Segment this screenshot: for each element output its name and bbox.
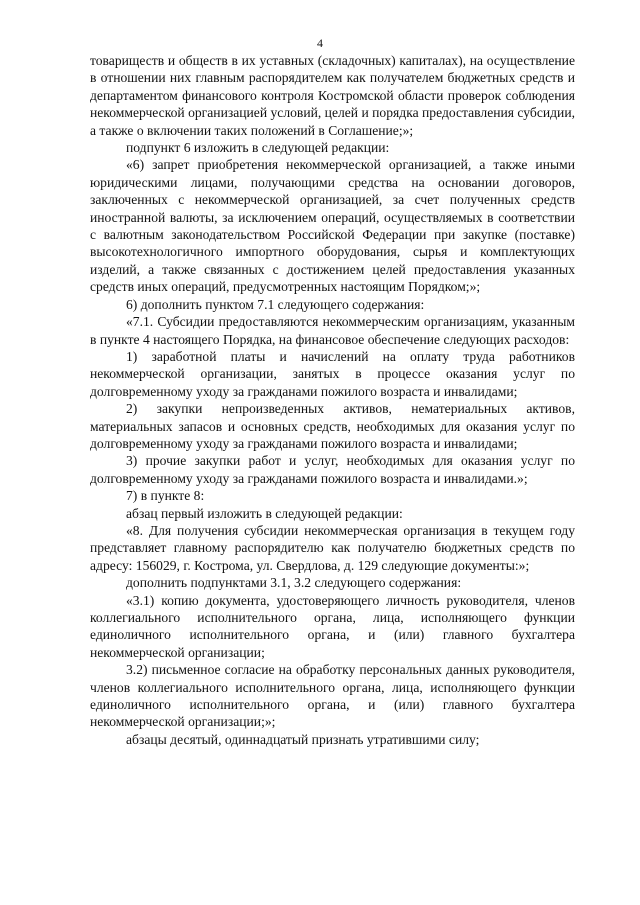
list-item: 2) закупки непроизведенных активов, нематериальных активов, материальных запасов и основных средств, необходимых для оказания услуг по долговременному уходу за гражданами пожилого возраста и инвалидами; [90, 401, 575, 451]
paragraph: товариществ и обществ в их уставных (складочных) капиталах), на осуществление в отношении них главным распорядителем как получателем бюджетных средств и департаментом финансового контроля Костромской области проверок соблюдения некоммерческой организацией условий, целей и порядка предоставления субсидии, а также о включении таких положений в Соглашение;»; [90, 53, 575, 138]
paragraph: «6) запрет приобретения некоммерческой организацией, а также иными юридическими лицами, получающими средства на основании договоров, заключенных с некоммерческой организацией, за счет полученных средств иностранной валюты, за исключением операций, осуществляемых в соответствии с валютным законодательством Российской Федерации при закупке (поставке) высокотехнологичного импортного оборудования, сырья и комплектующих изделий, а также связанных с достижением целей предоставления указанных средств иных операций, предусмотренных настоящим Порядком;»; [90, 157, 575, 295]
paragraph: абзац первый изложить в следующей редакции: [126, 505, 403, 521]
paragraph: дополнить подпунктами 3.1, 3.2 следующего содержания: [126, 575, 462, 591]
page-number: 4 [317, 36, 323, 50]
document-body [90, 52, 575, 748]
paragraph: подпункт 6 изложить в следующей редакции: [126, 140, 390, 156]
paragraph: 7) в пункте 8: [126, 488, 205, 504]
list-item: 1) заработной платы и начислений на оплату труда работников некоммерческой организации, занятых в процессе оказания услуг по долговременному уходу за гражданами пожилого возраста и инвалидами; [90, 348, 575, 399]
list-item: 3) прочие закупки работ и услуг, необходимых для оказания услуг по долговременному уходу за гражданами пожилого возраста и инвалидами.»; [90, 453, 575, 486]
paragraph: «7.1. Субсидии предоставляются некоммерческим организациям, указанным в пункте 4 настоящего Порядка, на финансовое обеспечение следующих расходов: [90, 314, 575, 347]
list-item: «3.1) копию документа, удостоверяющего личность руководителя, членов коллегиального исполнительного органа, лица, исполняющего функции единоличного исполнительного органа, и (или) главного бухгалтера некоммерческой организации; [90, 592, 575, 660]
paragraph: абзацы десятый, одиннадцатый признать утратившими силу; [126, 731, 480, 747]
paragraph: «8. Для получения субсидии некоммерческая организация в текущем году представляет главному распорядителю как получателю бюджетных средств по адресу: 156029, г. Кострома, ул. Свердлова, д. 129 следующие документы:»; [90, 522, 575, 573]
paragraph: 6) дополнить пунктом 7.1 следующего содержания: [126, 296, 425, 312]
list-item: 3.2) письменное согласие на обработку персональных данных руководителя, членов коллегиального исполнительного органа, лица, исполняющего функции единоличного исполнительного органа, и (или) главного бухгалтера некоммерческой организации;»; [90, 662, 575, 730]
